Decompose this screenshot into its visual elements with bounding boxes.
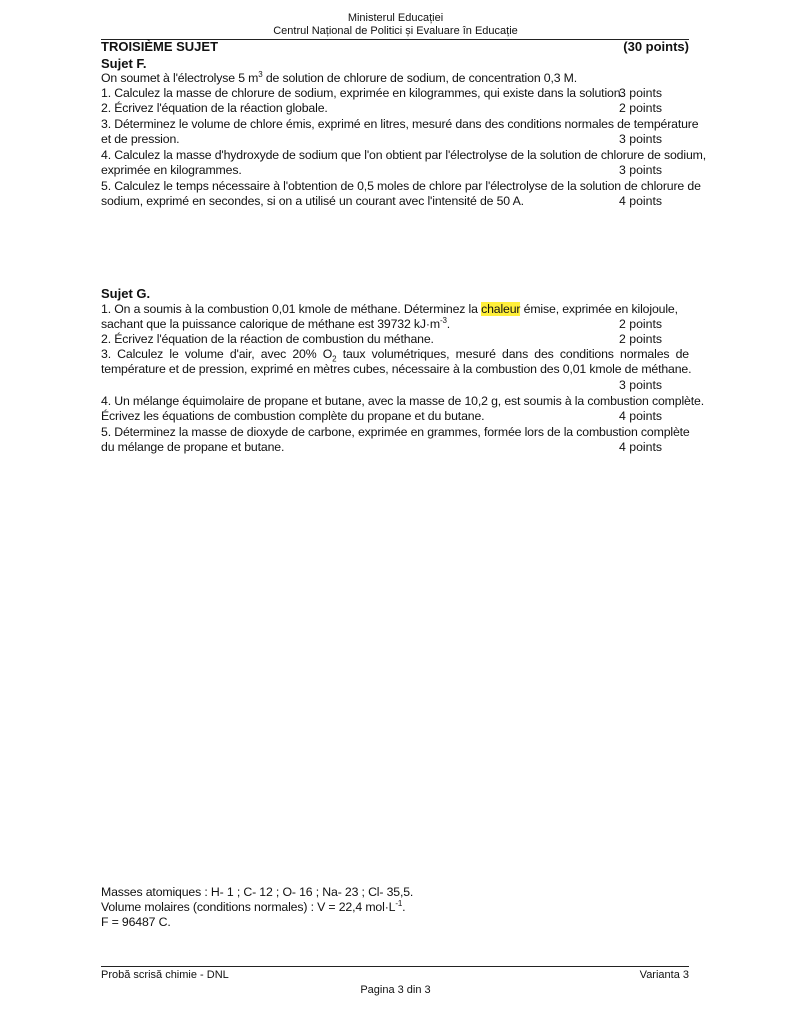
subject-g-q5-line2: du mélange de propane et butane. [101, 440, 285, 454]
subject-g-q4-line1: 4. Un mélange équimolaire de propane et butane, avec la masse de 10,2 g, est soumis à la combustion complète. [101, 394, 704, 408]
subject-f-q5-line1: 5. Calculez le temps nécessaire à l'obtention de 0,5 moles de chlore par l'électrolyse de la solution de chlorure de [101, 179, 701, 193]
subject-g-q1-points: 2 points [619, 317, 663, 331]
page-title-row [101, 39, 689, 54]
subject-f-q2-points: 2 points [619, 101, 663, 115]
subject-g-q5-points: 4 points [619, 440, 663, 454]
header-ministry: Ministerul Educației [347, 12, 444, 24]
subject-f-q1-points: 3 points [619, 86, 663, 100]
footer-exam: Probă scrisă chimie - DNL [101, 969, 229, 981]
page-title: TROISIÈME SUJET [101, 39, 219, 54]
subject-g-q3-points: 3 points [619, 378, 663, 392]
subject-g-heading: Sujet G. [101, 286, 151, 301]
subject-f-q4-points: 3 points [619, 163, 663, 177]
total-points: (30 points) [623, 39, 689, 54]
subject-g-q1-line2: sachant que la puissance calorique de méthane est 39732 $kJ\cdot m^{-3}$. [101, 315, 451, 331]
subject-f-q3-points: 3 points [619, 132, 663, 146]
highlighted-word: chaleur [481, 302, 521, 316]
subject-f-q5-points: 4 points [619, 194, 663, 208]
subject-g-q2: 2. Écrivez l'équation de la réaction de combustion du méthane. [101, 332, 434, 346]
subject-f-q2: 2. Écrivez l'équation de la réaction globale. [101, 101, 328, 115]
footer-variant: Varianta 3 [639, 969, 689, 981]
faraday-constant: F = 96487 C. [101, 915, 171, 929]
footer-page-number: Pagina 3 din 3 [360, 984, 431, 996]
subject-f-heading: Sujet F. [101, 56, 147, 71]
header-center: Centrul Național de Politici și Evaluare în Educație [273, 25, 518, 37]
molar-volume: Volume molaires (conditions normales) : V = 22,4 $mol\cdot L^{-1}$. [101, 898, 406, 914]
subject-f-intro: On soumet à l'électrolyse 5 $m^3$ de solution de chlorure de sodium, de concentration 0,3 M. [101, 69, 578, 85]
subject-g-q3-line2: température et de pression, exprimé en mètres cubes, nécessaire à la combustion des 0,01 kmole de méthane. [101, 362, 692, 376]
subject-f-q1: 1. Calculez la masse de chlorure de sodium, exprimée en kilogrammes, qui existe dans la solution. [101, 86, 624, 100]
footer-divider [101, 966, 689, 967]
atomic-masses: Masses atomiques : H- 1 ; C- 12 ; O- 16 ; Na- 23 ; Cl- 35,5. [101, 885, 414, 899]
subject-f-q4-line1: 4. Calculez la masse d'hydroxyde de sodium que l'on obtient par l'électrolyse de la solution de chlorure de sodium, [101, 148, 706, 162]
subject-g-q5-line1: 5. Déterminez la masse de dioxyde de carbone, exprimée en grammes, formée lors de la combustion complète [101, 425, 690, 439]
subject-f-q3-line1: 3. Déterminez le volume de chlore émis, exprimé en litres, mesuré dans des conditions normales de température [101, 117, 699, 131]
subject-g-q2-points: 2 points [619, 332, 663, 346]
subject-g-q3-line1: 3. Calculez le volume d'air, avec 20% $O_2$ taux volumétriques, mesuré dans des conditions normales de [101, 347, 689, 364]
subject-g-q1-line1: 1. On a soumis à la combustion 0,01 kmole de méthane. Déterminez la chaleur émise, exprimée en kilojoule, [101, 302, 678, 316]
subject-g-q4-line2: Écrivez les équations de combustion complète du propane et du butane. [101, 409, 485, 423]
subject-f-q5-line2: sodium, exprimé en secondes, si on a utilisé un courant avec l'intensité de 50 A. [101, 194, 524, 208]
subject-f-q4-line2: exprimée en kilogrammes. [101, 163, 242, 177]
subject-g-q4-points: 4 points [619, 409, 663, 423]
subject-f-q3-line2: et de pression. [101, 132, 180, 146]
